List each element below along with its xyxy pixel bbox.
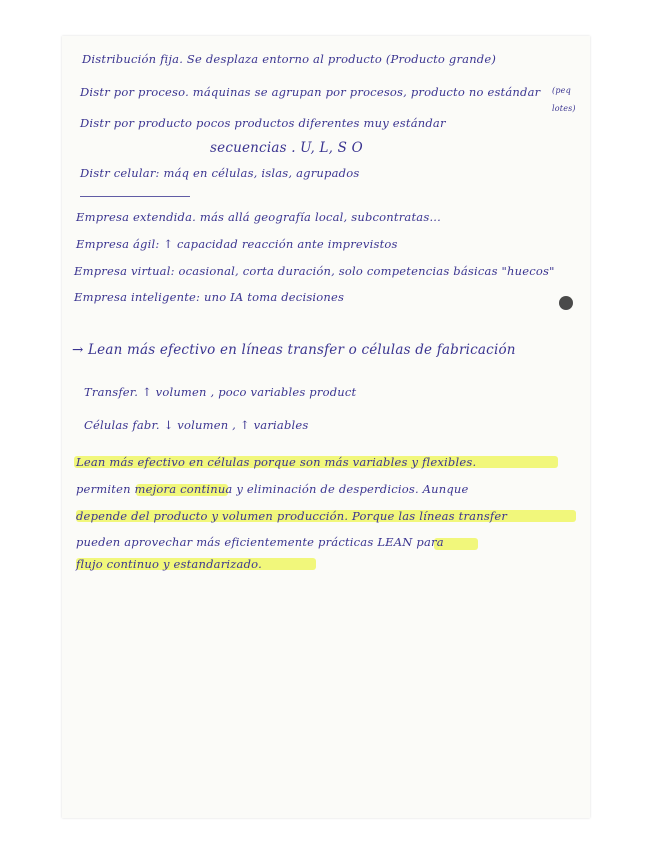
note-line: pueden aprovechar más eficientemente prácticas LEAN para xyxy=(76,535,444,549)
note-line: Empresa extendida. más allá geografía local, subcontratas... xyxy=(76,210,442,224)
margin-note: (peq xyxy=(552,86,571,95)
note-line: Células fabr. ↓ volumen , ↑ variables xyxy=(84,418,309,432)
note-line: Empresa ágil: ↑ capacidad reacción ante imprevistos xyxy=(76,237,398,251)
note-line: Lean más efectivo en células porque son más variables y flexibles. xyxy=(76,455,477,469)
note-line: Distribución fija. Se desplaza entorno al producto (Producto grande) xyxy=(82,52,497,66)
note-line: Distr celular: máq en células, islas, agrupados xyxy=(80,166,360,180)
note-line: Distr por proceso. máquinas se agrupan por procesos, producto no estándar xyxy=(80,85,541,99)
ink-dot xyxy=(559,296,573,310)
section-divider xyxy=(80,196,190,197)
note-line: depende del producto y volumen producción. Porque las líneas transfer xyxy=(76,509,508,523)
note-line: Empresa inteligente: uno IA toma decisiones xyxy=(74,290,345,304)
note-line: Transfer. ↑ volumen , poco variables product xyxy=(84,385,357,399)
note-line: flujo continuo y estandarizado. xyxy=(76,557,262,571)
note-line: Distr por producto pocos productos diferentes muy estándar xyxy=(80,116,446,130)
note-line: secuencias . U, L, S O xyxy=(210,140,363,156)
margin-note: lotes) xyxy=(552,104,576,113)
note-line: Empresa virtual: ocasional, corta duración, solo competencias básicas "huecos" xyxy=(74,264,555,278)
note-line: permiten mejora continua y eliminación de desperdicios. Aunque xyxy=(76,482,469,496)
note-line: → Lean más efectivo en líneas transfer o células de fabricación xyxy=(72,342,516,358)
